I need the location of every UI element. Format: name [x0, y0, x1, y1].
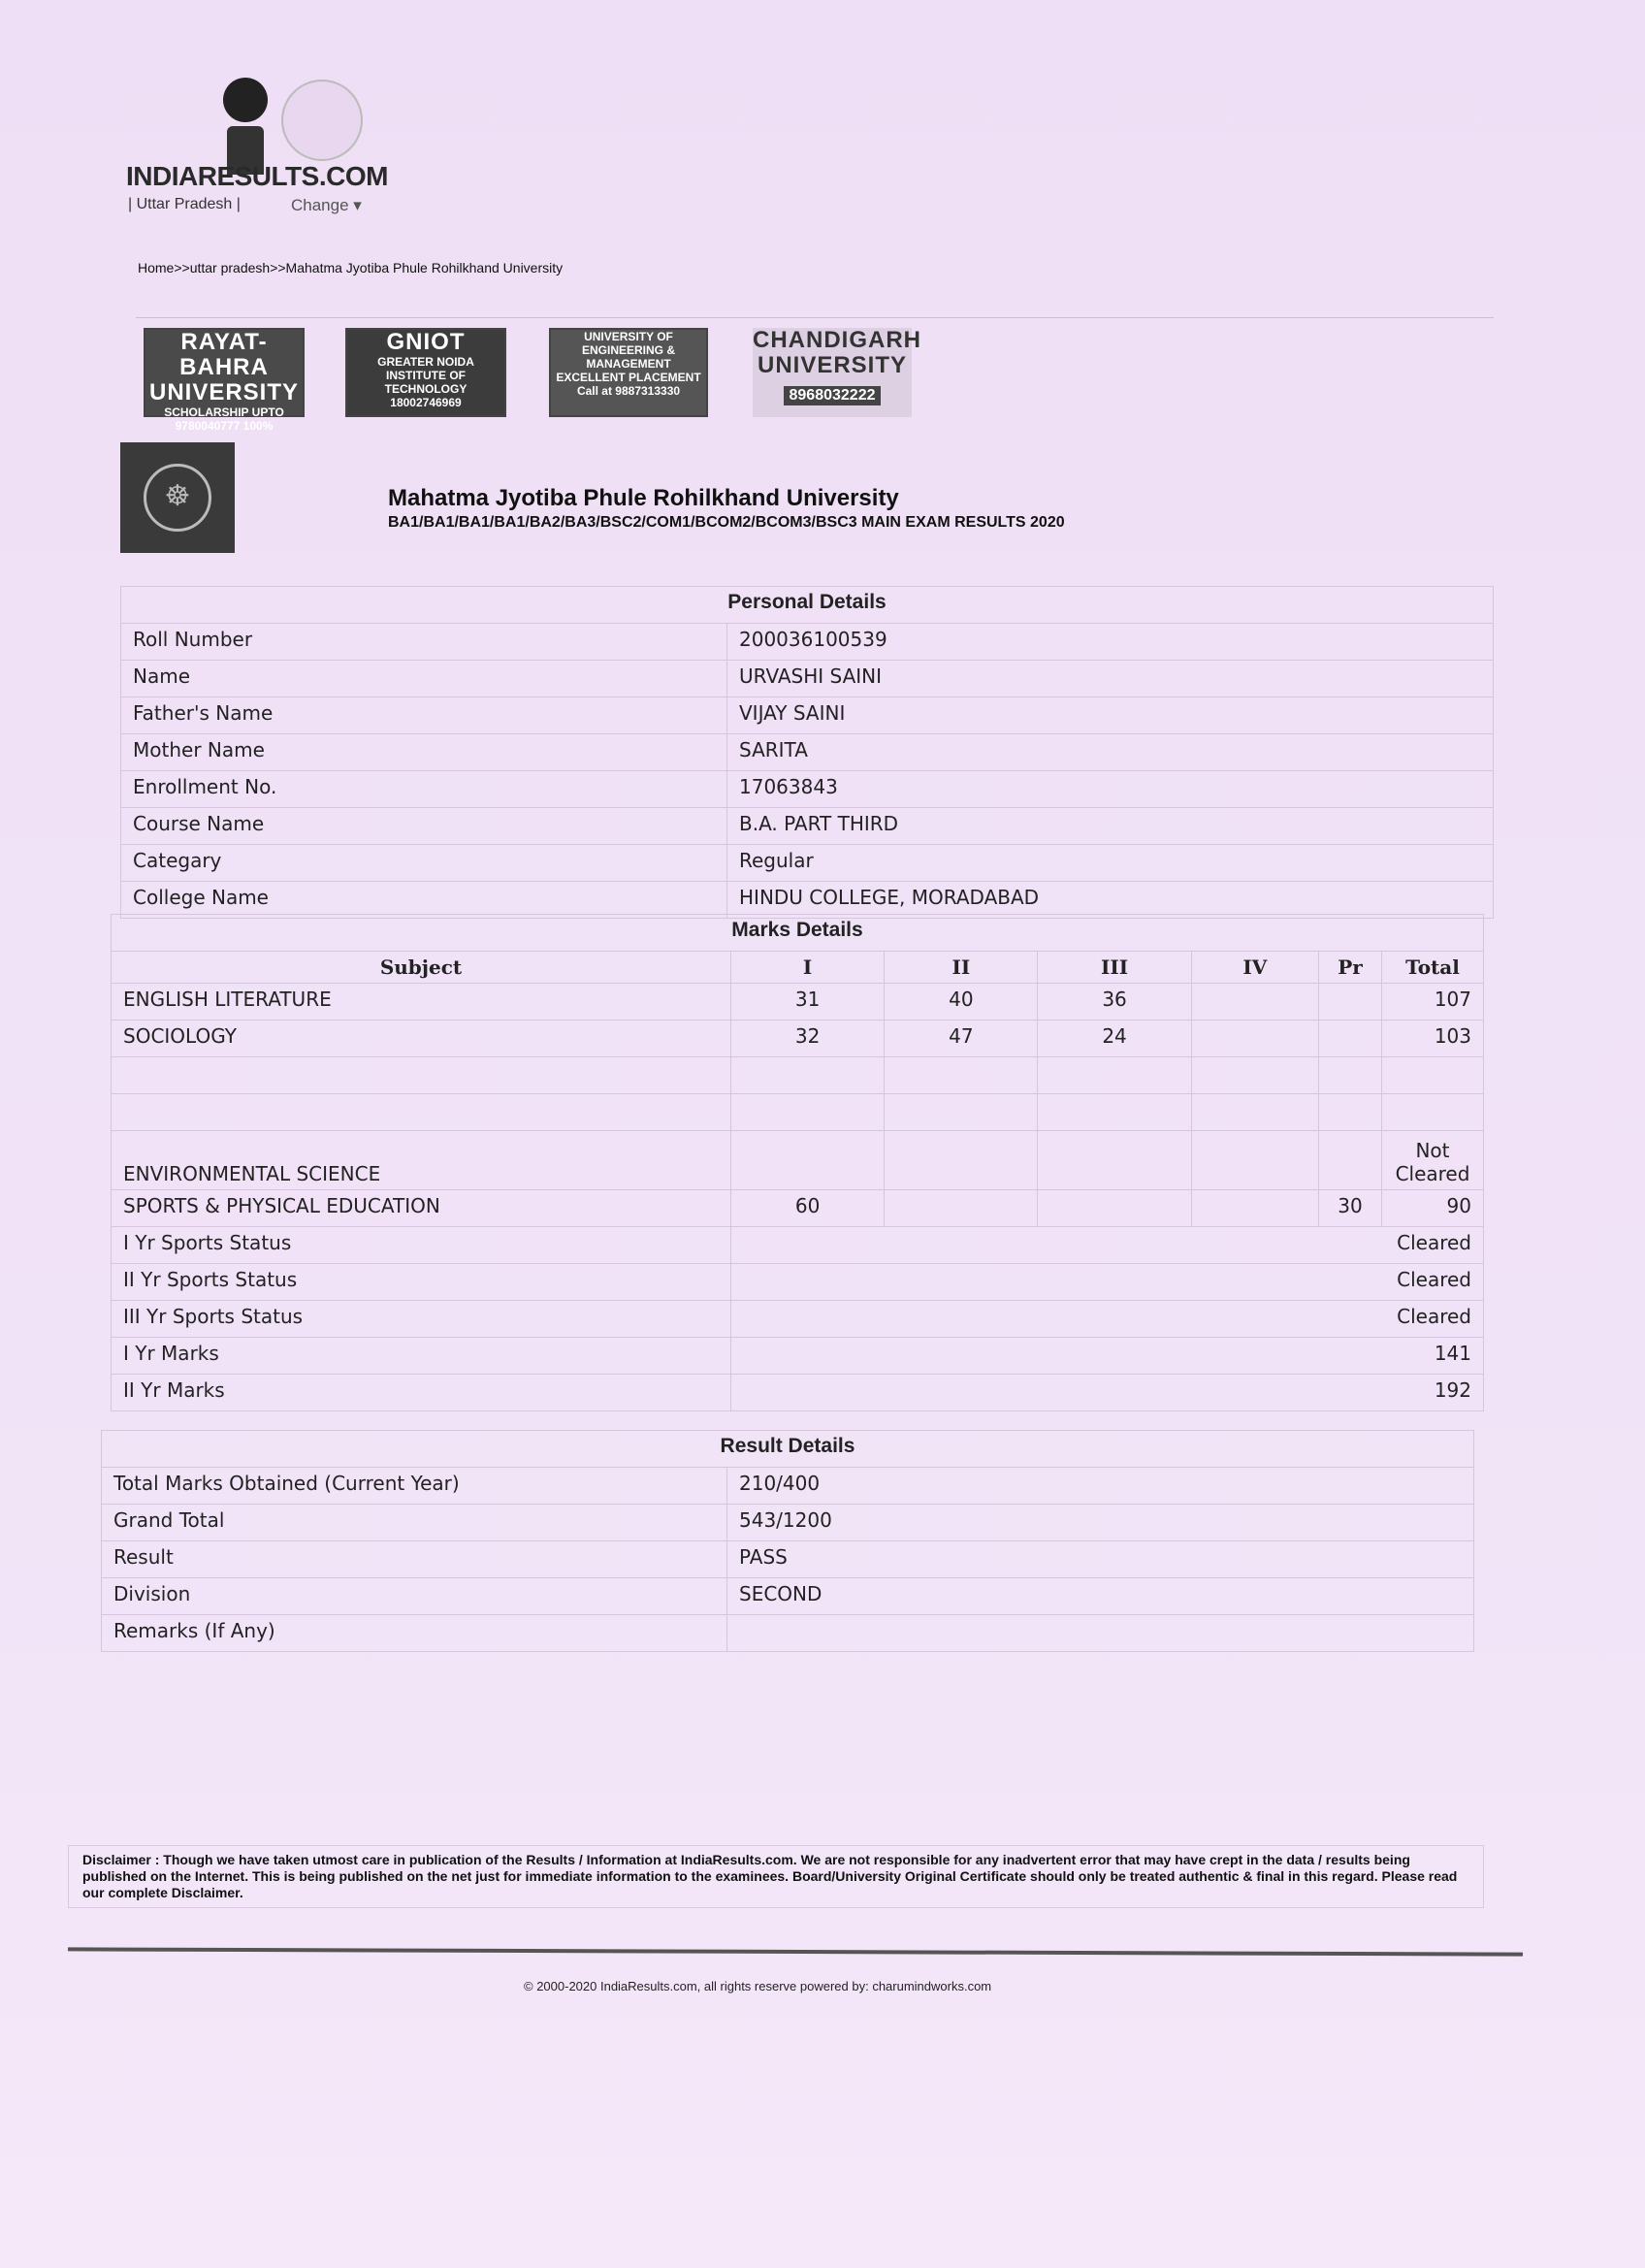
- field-value: 543/1200: [727, 1505, 1474, 1541]
- status-value: Cleared: [731, 1301, 1484, 1338]
- empty-row: [112, 1094, 1484, 1131]
- mark-cell: [1191, 1021, 1318, 1057]
- field-label: Remarks (If Any): [102, 1615, 727, 1652]
- table-row: [102, 1468, 1474, 1505]
- table-row: [121, 697, 1494, 734]
- mark-cell: 36: [1038, 984, 1191, 1021]
- ad-banner-uem[interactable]: [549, 328, 708, 417]
- ad-line: EXCELLENT PLACEMENT: [556, 371, 701, 384]
- exam-title: BA1/BA1/BA1/BA1/BA2/BA3/BSC2/COM1/BCOM2/BCOM3/BSC3 MAIN EXAM RESULTS 2020: [388, 514, 1065, 531]
- mark-cell: [1319, 984, 1382, 1021]
- wheel-icon: ☸: [144, 464, 211, 532]
- field-label: Enrollment No.: [121, 771, 727, 808]
- table-row: [112, 1264, 1484, 1301]
- status-label: II Yr Marks: [112, 1375, 731, 1411]
- site-logo[interactable]: [126, 78, 388, 223]
- column-header: I: [731, 952, 885, 984]
- personal-details-table: [120, 586, 1494, 919]
- column-header: Total: [1382, 952, 1484, 984]
- ad-line: 9780040777 100%: [175, 419, 274, 433]
- field-label: Division: [102, 1578, 727, 1615]
- status-value: 192: [731, 1375, 1484, 1411]
- mark-cell: 47: [885, 1021, 1038, 1057]
- column-header: II: [885, 952, 1038, 984]
- table-row: [112, 1375, 1484, 1411]
- subject-name: ENGLISH LITERATURE: [112, 984, 731, 1021]
- divider: [136, 317, 1494, 318]
- section-heading: Result Details: [102, 1431, 1474, 1468]
- logo-text: INDIARESULTS.COM: [126, 161, 388, 191]
- ad-line: GNIOT: [386, 329, 466, 355]
- ad-line: INSTITUTE OF TECHNOLOGY: [384, 369, 468, 396]
- total-cell: Not Cleared: [1382, 1131, 1484, 1190]
- mark-cell: [1191, 984, 1318, 1021]
- field-label: Course Name: [121, 808, 727, 845]
- status-label: I Yr Sports Status: [112, 1227, 731, 1264]
- field-label: College Name: [121, 882, 727, 919]
- section-heading: Marks Details: [112, 915, 1484, 952]
- subject-name: SOCIOLOGY: [112, 1021, 731, 1057]
- table-row: [121, 771, 1494, 808]
- result-details-table: [101, 1430, 1474, 1652]
- state-map-icon: [281, 80, 363, 161]
- table-row: [102, 1505, 1474, 1541]
- ad-line: UNIVERSITY: [148, 379, 300, 405]
- table-row: [121, 624, 1494, 661]
- breadcrumb[interactable]: Home>>uttar pradesh>>Mahatma Jyotiba Phule Rohilkhand University: [138, 260, 564, 275]
- table-row: [112, 1227, 1484, 1264]
- ad-line: ENGINEERING & MANAGEMENT: [581, 343, 675, 371]
- mark-cell: 24: [1038, 1021, 1191, 1057]
- ad-line: Call at 9887313330: [576, 384, 681, 398]
- ad-line: RAYAT-BAHRA: [179, 329, 269, 380]
- field-label: Total Marks Obtained (Current Year): [102, 1468, 727, 1505]
- mark-cell: [1319, 1021, 1382, 1057]
- subject-name: ENVIRONMENTAL SCIENCE: [112, 1131, 731, 1190]
- field-value: SARITA: [727, 734, 1494, 771]
- field-value: HINDU COLLEGE, MORADABAD: [727, 882, 1494, 919]
- table-row: [112, 1301, 1484, 1338]
- ad-line: SCHOLARSHIP UPTO: [164, 405, 284, 419]
- university-seal: [120, 442, 235, 553]
- table-row: [112, 1021, 1484, 1057]
- ad-banner-gniot[interactable]: [345, 328, 506, 417]
- mark-cell: 30: [1319, 1190, 1382, 1227]
- column-header: Pr: [1319, 952, 1382, 984]
- field-label: Roll Number: [121, 624, 727, 661]
- marks-details-table: [111, 914, 1484, 1411]
- table-row: [112, 984, 1484, 1021]
- field-label: Result: [102, 1541, 727, 1578]
- change-state-link[interactable]: Change ▾: [291, 196, 362, 214]
- status-label: I Yr Marks: [112, 1338, 731, 1375]
- table-row: [121, 734, 1494, 771]
- mark-cell: 60: [731, 1190, 885, 1227]
- status-value: Cleared: [731, 1264, 1484, 1301]
- table-row: [121, 808, 1494, 845]
- mark-cell: 40: [885, 984, 1038, 1021]
- total-cell: 90: [1382, 1190, 1484, 1227]
- marks-header-row: [112, 952, 1484, 984]
- column-header: III: [1038, 952, 1191, 984]
- ad-line: UNIVERSITY: [757, 352, 908, 378]
- ad-phone: 8968032222: [784, 386, 882, 405]
- status-value: 141: [731, 1338, 1484, 1375]
- column-header: IV: [1191, 952, 1318, 984]
- column-header: Subject: [112, 952, 731, 984]
- field-value: URVASHI SAINI: [727, 661, 1494, 697]
- status-label: II Yr Sports Status: [112, 1264, 731, 1301]
- field-value: VIJAY SAINI: [727, 697, 1494, 734]
- ad-line: UNIVERSITY OF: [584, 330, 673, 343]
- ad-line: 18002746969: [390, 396, 462, 409]
- ad-line: CHANDIGARH: [753, 327, 921, 353]
- table-row: [121, 845, 1494, 882]
- copyright: © 2000-2020 IndiaResults.com, all rights reserve powered by: charumindworks.com: [524, 1979, 992, 1993]
- field-value: 17063843: [727, 771, 1494, 808]
- table-row: [102, 1615, 1474, 1652]
- table-row: [121, 661, 1494, 697]
- ad-banner-rayat-bahra[interactable]: [144, 328, 305, 433]
- field-label: Name: [121, 661, 727, 697]
- subject-name: SPORTS & PHYSICAL EDUCATION: [112, 1190, 731, 1227]
- table-row: [121, 882, 1494, 919]
- field-value: Regular: [727, 845, 1494, 882]
- status-value: Cleared: [731, 1227, 1484, 1264]
- table-row: [112, 1338, 1484, 1375]
- total-cell: 103: [1382, 1021, 1484, 1057]
- university-name: Mahatma Jyotiba Phule Rohilkhand University: [388, 485, 899, 511]
- table-row: [112, 1190, 1484, 1227]
- state-label: | Uttar Pradesh |: [128, 196, 241, 212]
- ad-banner-chandigarh[interactable]: [753, 327, 921, 417]
- field-value: SECOND: [727, 1578, 1474, 1615]
- section-heading: Personal Details: [121, 587, 1494, 624]
- field-label: Categary: [121, 845, 727, 882]
- mark-cell: 31: [731, 984, 885, 1021]
- logo-person-icon: [223, 78, 268, 122]
- ad-line: GREATER NOIDA: [377, 355, 474, 369]
- field-value: [727, 1615, 1474, 1652]
- status-label: III Yr Sports Status: [112, 1301, 731, 1338]
- field-label: Mother Name: [121, 734, 727, 771]
- field-value: 210/400: [727, 1468, 1474, 1505]
- field-value: 200036100539: [727, 624, 1494, 661]
- table-row: [112, 1131, 1484, 1190]
- field-value: B.A. PART THIRD: [727, 808, 1494, 845]
- field-value: PASS: [727, 1541, 1474, 1578]
- disclaimer: Disclaimer : Though we have taken utmost care in publication of the Results / Information at IndiaResults.com. We are not responsible for any inadvertent error that may have crept in the data / results being published on the Internet. This is being published on the net just for immediate information to the examinees. Board/University Original Certificate should only be treated authentic & final in this regard. Please read our complete Disclaimer.: [68, 1845, 1484, 1908]
- empty-row: [112, 1057, 1484, 1094]
- total-cell: 107: [1382, 984, 1484, 1021]
- table-row: [102, 1578, 1474, 1615]
- field-label: Grand Total: [102, 1505, 727, 1541]
- table-row: [102, 1541, 1474, 1578]
- mark-cell: 32: [731, 1021, 885, 1057]
- field-label: Father's Name: [121, 697, 727, 734]
